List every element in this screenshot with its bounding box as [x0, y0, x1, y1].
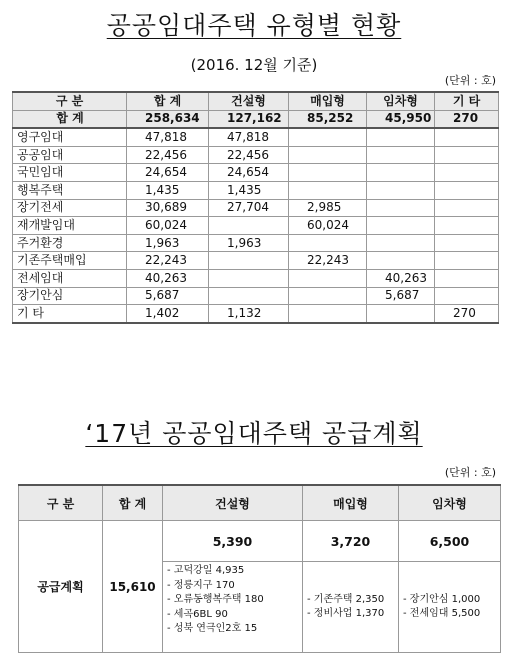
row-label: 영구임대: [13, 128, 127, 146]
table-cell: [367, 146, 435, 164]
table-cell: 5,687: [367, 287, 435, 305]
row-label: 장기전세: [13, 199, 127, 217]
row-label: 전세임대: [13, 269, 127, 287]
table-cell: 24,654: [127, 164, 209, 182]
table-cell: 1,435: [209, 181, 289, 199]
lease-items: [399, 562, 501, 653]
header-lease: 임차형: [399, 485, 501, 521]
table-cell: 22,243: [127, 252, 209, 270]
table-cell: 45,950: [367, 110, 435, 128]
table-cell: [435, 234, 499, 252]
table-cell: [289, 305, 367, 323]
table-row: [19, 521, 501, 562]
row-label: 주거환경: [13, 234, 127, 252]
table-cell: [209, 252, 289, 270]
table-cell: 85,252: [289, 110, 367, 128]
table-cell: [367, 199, 435, 217]
table-cell: [289, 234, 367, 252]
unit-label-2: (단위 : 호): [444, 466, 496, 479]
table-cell: 60,024: [289, 217, 367, 235]
construction-total: 5,390: [163, 521, 303, 562]
table-cell: 1,963: [127, 234, 209, 252]
base-date: (2016. 12월 기준): [190, 56, 318, 74]
table-cell: [289, 181, 367, 199]
table-cell: [289, 128, 367, 146]
table-cell: [367, 164, 435, 182]
table-cell: 1,132: [209, 305, 289, 323]
list-item: - 기존주택 2,350: [307, 593, 396, 608]
table-row: [13, 287, 499, 305]
list-item: - 전세임대 5,500: [403, 607, 498, 622]
header-cell: 매입형: [289, 92, 367, 110]
table-cell: 22,243: [289, 252, 367, 270]
table-row: [13, 164, 499, 182]
row-label: 행복주택: [13, 181, 127, 199]
list-item: - 오류동행복주택 180: [167, 593, 300, 608]
table-cell: 40,263: [367, 269, 435, 287]
table-cell: [367, 217, 435, 235]
total-row: [13, 110, 499, 128]
header-cell: 기 타: [435, 92, 499, 110]
table-cell: 60,024: [127, 217, 209, 235]
table-cell: 258,634: [127, 110, 209, 128]
table-cell: [367, 252, 435, 270]
purchase-items: [303, 562, 399, 653]
row-label: 기 타: [13, 305, 127, 323]
header-cell: 임차형: [367, 92, 435, 110]
table-cell: [435, 217, 499, 235]
header-cell: 건설형: [209, 92, 289, 110]
table-cell: 47,818: [209, 128, 289, 146]
row-label: 재개발임대: [13, 217, 127, 235]
row-label: 합 계: [13, 110, 127, 128]
list-item: - 세곡6BL 90: [167, 608, 300, 623]
purchase-total: 3,720: [303, 521, 399, 562]
table-cell: [367, 181, 435, 199]
table-row: [13, 199, 499, 217]
table-cell: 1,402: [127, 305, 209, 323]
table-cell: [209, 217, 289, 235]
list-item: - 장기안심 1,000: [403, 593, 498, 608]
table-cell: [289, 146, 367, 164]
table-cell: [435, 164, 499, 182]
table-cell: [209, 287, 289, 305]
table-cell: [435, 199, 499, 217]
table-row: [13, 128, 499, 146]
lease-total: 6,500: [399, 521, 501, 562]
table-header-row: [19, 485, 501, 521]
table-cell: [209, 269, 289, 287]
table-cell: [367, 305, 435, 323]
unit-label: (단위 : 호): [444, 74, 496, 87]
table-cell: [289, 164, 367, 182]
table-cell: [435, 252, 499, 270]
table-cell: [435, 269, 499, 287]
table-cell: [289, 269, 367, 287]
header-total: 합 계: [103, 485, 163, 521]
table-cell: [289, 287, 367, 305]
table-cell: 270: [435, 110, 499, 128]
table-cell: 30,689: [127, 199, 209, 217]
table-cell: 270: [435, 305, 499, 323]
row-label: 공급계획: [19, 521, 103, 653]
plan-total: 15,610: [103, 521, 163, 653]
table-cell: 127,162: [209, 110, 289, 128]
header-cell: 구 분: [13, 92, 127, 110]
table-cell: 1,963: [209, 234, 289, 252]
list-item: - 성북 연극인2호 15: [167, 622, 300, 637]
row-label: 국민임대: [13, 164, 127, 182]
table-cell: 47,818: [127, 128, 209, 146]
table-cell: 24,654: [209, 164, 289, 182]
page-title: 공공임대주택 유형별 현황: [106, 11, 402, 40]
list-item: - 정비사업 1,370: [307, 607, 396, 622]
table-row: [13, 305, 499, 323]
table-cell: [367, 128, 435, 146]
construction-items: [163, 562, 303, 653]
table-cell: 40,263: [127, 269, 209, 287]
table-row: [13, 252, 499, 270]
table-header-row: [13, 92, 499, 110]
table-row: [13, 146, 499, 164]
table-cell: 5,687: [127, 287, 209, 305]
table-cell: 1,435: [127, 181, 209, 199]
header-purchase: 매입형: [303, 485, 399, 521]
header-construction: 건설형: [163, 485, 303, 521]
list-item: - 정릉지구 170: [167, 579, 300, 594]
table-cell: [435, 287, 499, 305]
supply-plan-table: [18, 484, 501, 653]
header-category: 구 분: [19, 485, 103, 521]
table-row: [13, 181, 499, 199]
table-cell: [435, 181, 499, 199]
list-item: - 고덕강일 4,935: [167, 564, 300, 579]
table-cell: 27,704: [209, 199, 289, 217]
table-row: [13, 217, 499, 235]
table-cell: 2,985: [289, 199, 367, 217]
table-cell: [367, 234, 435, 252]
table-row: [13, 269, 499, 287]
plan-title: ‘17년 공공임대주택 공급계획: [85, 419, 423, 448]
rental-type-table: [12, 91, 499, 324]
table-cell: [435, 146, 499, 164]
table-row: [13, 234, 499, 252]
row-label: 기존주택매입: [13, 252, 127, 270]
table-cell: 22,456: [127, 146, 209, 164]
table-cell: [435, 128, 499, 146]
row-label: 장기안심: [13, 287, 127, 305]
row-label: 공공임대: [13, 146, 127, 164]
header-cell: 합 계: [127, 92, 209, 110]
table-cell: 22,456: [209, 146, 289, 164]
